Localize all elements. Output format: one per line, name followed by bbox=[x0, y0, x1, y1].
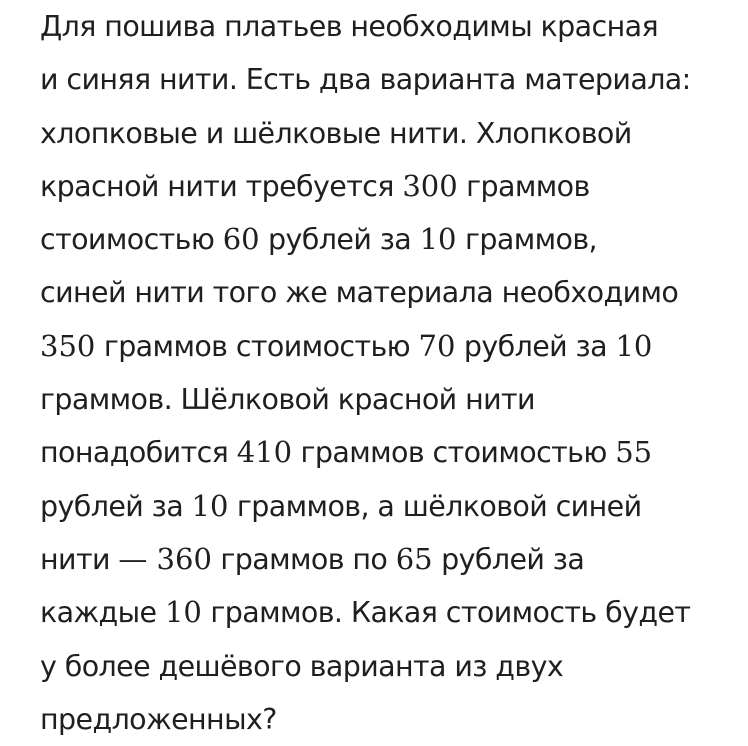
text-run: предложенных? bbox=[40, 702, 277, 736]
problem-line bbox=[40, 213, 730, 266]
text-run: и синяя нити. Есть два варианта материала: bbox=[40, 63, 691, 97]
text-run: хлопковые и шёлковые нити. Хлопковой bbox=[40, 116, 632, 150]
text-run: граммов стоимостью bbox=[95, 329, 419, 363]
math-number: 350 bbox=[40, 328, 96, 363]
math-number: 55 bbox=[615, 435, 653, 470]
problem-line bbox=[40, 266, 730, 319]
problem-line bbox=[40, 426, 730, 479]
math-number: 410 bbox=[236, 435, 293, 470]
problem-line bbox=[40, 107, 730, 160]
math-number: 10 bbox=[191, 488, 229, 523]
text-run: нити bbox=[40, 542, 119, 576]
text-run: рублей за bbox=[432, 542, 585, 576]
problem-text bbox=[40, 0, 730, 746]
math-number: 10 bbox=[164, 595, 202, 630]
problem-line bbox=[40, 0, 730, 53]
text-run: у более дешёвого варианта из двух bbox=[40, 649, 564, 683]
problem-line bbox=[40, 160, 730, 213]
math-number: 10 bbox=[419, 222, 457, 257]
text-run: граммов, а шёлковой синей bbox=[228, 489, 642, 523]
text-run: каждые bbox=[40, 596, 165, 630]
text-run: рублей за bbox=[259, 223, 420, 257]
math-number: 70 bbox=[418, 328, 456, 363]
text-run: граммов bbox=[457, 169, 590, 203]
text-run: понадобится bbox=[40, 436, 237, 470]
math-number: 60 bbox=[222, 222, 260, 257]
problem-line bbox=[40, 480, 730, 533]
text-run: красной нити требуется bbox=[40, 169, 403, 203]
text-run: стоимостью bbox=[40, 223, 223, 257]
problem-line bbox=[40, 373, 730, 426]
text-run: синей нити того же материала необходимо bbox=[40, 276, 679, 310]
math-number: 300 bbox=[402, 168, 458, 203]
text-run: граммов по bbox=[211, 542, 396, 576]
problem-line bbox=[40, 53, 730, 106]
text-run: рублей за bbox=[455, 329, 616, 363]
text-run: Для пошива платьев необходимы красная bbox=[40, 10, 659, 43]
math-number: 65 bbox=[395, 541, 433, 576]
problem-line bbox=[40, 640, 730, 693]
text-run: граммов. Какая стоимость будет bbox=[201, 596, 691, 630]
math-number: — 360 bbox=[118, 541, 212, 576]
problem-line bbox=[40, 693, 730, 746]
problem-line bbox=[40, 320, 730, 373]
math-number: 10 bbox=[615, 328, 653, 363]
text-run: граммов, bbox=[456, 223, 597, 257]
text-run: граммов стоимостью bbox=[292, 436, 616, 470]
problem-line bbox=[40, 586, 730, 639]
text-run: граммов. Шёлковой красной нити bbox=[40, 383, 535, 417]
problem-line bbox=[40, 533, 730, 586]
text-run: рублей за bbox=[40, 489, 192, 523]
